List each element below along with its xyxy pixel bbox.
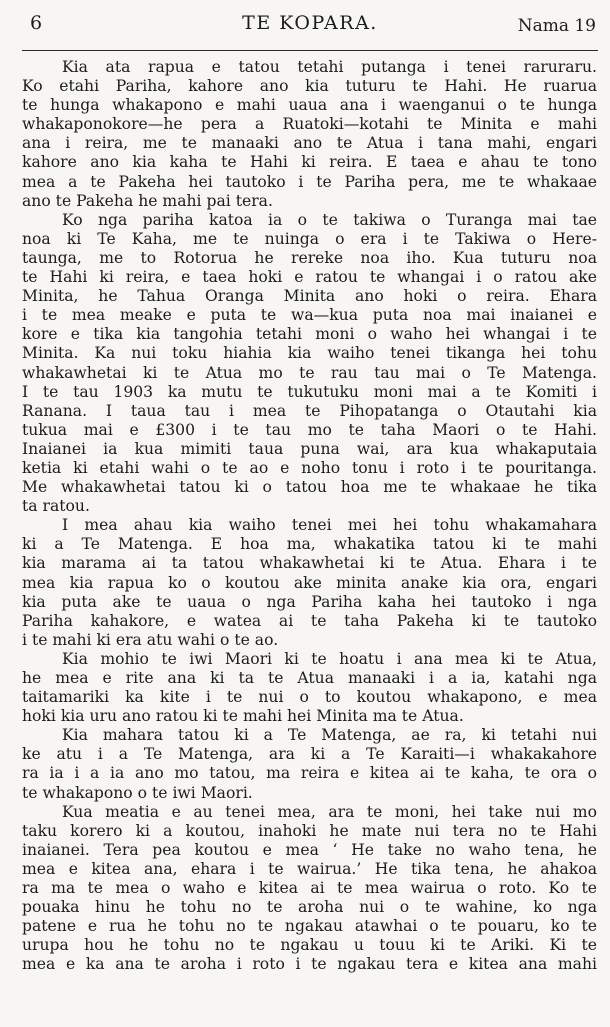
text-line: whakawhetai ki te Atua mo te rau tau mai o Te Matenga.: [22, 363, 597, 382]
text-line: kia puta ake te uaua o nga Pariha kaha hei tautoko i nga: [22, 592, 597, 611]
text-line: hoki kia uru ano ratou ki te mahi hei Minita ma te Atua.: [22, 707, 464, 726]
text-line: Ko nga pariha katoa ia o te takiwa o Turanga mai tae: [62, 210, 597, 229]
text-line: mea e kitea ana, ehara i te wairua.’ He tika tena, he ahakoa: [22, 859, 597, 878]
text-line: kore e tika kia tangohia tetahi moni o waho hei whangai i te: [22, 325, 597, 344]
text-line: ra ia i a ia ano mo tatou, ma reira e kitea ai te kaha, te ora o: [22, 764, 597, 783]
text-line: ano te Pakeha he mahi pai tera.: [22, 191, 273, 210]
text-line: I mea ahau kia waiho tenei mei hei tohu whakamahara: [62, 516, 597, 535]
text-line: ra ma te mea o waho e kitea ai te mea wairua o roto. Ko te: [22, 879, 597, 898]
text-line: te Hahi ki reira, e taea hoki e ratou te whangai i o ratou ake: [22, 268, 597, 287]
text-line: kahore ano kia kaha te Hahi ki reira. E taea e ahau te tono: [22, 153, 597, 172]
text-line: noa ki Te Kaha, me te nuinga o era i te Takiwa o Here-: [22, 229, 597, 248]
text-line: Kia mohio te iwi Maori ki te hoatu i ana mea ki te Atua,: [62, 649, 597, 668]
text-line: taku korero ki a koutou, inahoki he mate nui tera no te Hahi: [22, 821, 597, 840]
page-header: [24, 10, 596, 40]
header-rule: [22, 50, 598, 51]
text-line: Ranana. I taua tau i mea te Pihopatanga o Otautahi kia: [22, 401, 597, 420]
paragraph: [22, 650, 597, 726]
text-line: mea kia rapua ko o koutou ake minita anake kia ora, engari: [22, 573, 597, 592]
paragraph: [22, 58, 597, 211]
text-line: Inaianei ia kua mimiti taua puna wai, ara kua whakaputaia: [22, 439, 597, 458]
text-line: Kua meatia e au tenei mea, ara te moni, hei take nui mo: [62, 802, 597, 821]
text-line: he mea e rite ana ki ta te Atua manaaki i a ia, katahi nga: [22, 669, 597, 687]
text-line: te hunga whakapono e mahi uaua ana i waenganui o te hunga: [22, 96, 597, 115]
text-line: taunga, me to Rotorua he rereke noa iho. Kua tuturu noa: [22, 248, 597, 267]
text-line: ke atu i a Te Matenga, ara ki a Te Karaiti—i whakakahore: [22, 745, 597, 764]
text-line: urupa hou he tohu no te ngakau u touu ki te Ariki. Ki te: [22, 936, 597, 955]
text-line: tukua mai e £300 i te tau mo te taha Maori o te Hahi.: [22, 420, 597, 439]
text-line: i te mea meake e puta te wa—kua puta noa mai inaianei e: [22, 306, 597, 325]
paragraph: [22, 211, 597, 517]
text-line: mea e ka ana te aroha i roto i te ngakau tera e kitea ana mahi: [22, 955, 597, 974]
text-line: ketia ki etahi wahi o te ao e noho tonu i roto i te pouritanga.: [22, 458, 597, 477]
paragraph: [22, 726, 597, 802]
page-number: 6: [30, 12, 43, 34]
text-line: Kia mahara tatou ki a Te Matenga, ae ra, ki tetahi nui: [62, 726, 597, 745]
publication-title: TE KOPARA.: [242, 12, 378, 34]
text-line: Pariha kahakore, e watea ai te taha Pakeha ki te tautoko: [22, 611, 597, 630]
text-line: ta ratou.: [22, 497, 90, 516]
text-line: ki a Te Matenga. E hoa ma, whakatika tatou ki te mahi: [22, 535, 597, 554]
text-line: kia marama ai ta tatou whakawhetai ki te Atua. Ehara i te: [22, 554, 597, 573]
article-body: [22, 58, 597, 975]
text-line: mea a te Pakeha hei tautoko i te Pariha pera, me te whakaae: [22, 172, 597, 191]
text-line: patene e rua he tohu no te ngakau atawhai o te pouaru, ko te: [22, 917, 597, 936]
text-line: whakaponokore—he pera a Ruatoki—kotahi te Minita e mahi: [22, 115, 597, 134]
text-line: pouaka hinu he tohu no te aroha nui o te wahine, ko nga: [22, 898, 597, 917]
text-line: Me whakawhetai tatou ki o tatou hoa me te whakaae he tika: [22, 478, 597, 497]
text-line: taitamariki ka kite i te nui o to koutou whakapono, e mea: [22, 688, 597, 707]
text-line: Minita. Ka nui toku hiahia kia waiho tenei tikanga hei tohu: [22, 344, 597, 363]
text-line: i te mahi ki era atu wahi o te ao.: [22, 630, 279, 649]
text-line: Ko etahi Pariha, kahore ano kia tuturu te Hahi. He ruarua: [22, 77, 597, 96]
text-line: Minita, he Tahua Oranga Minita ano hoki o reira. Ehara: [22, 287, 597, 306]
text-line: ana i reira, me te manaaki ano te Atua i tana mahi, engari: [22, 134, 597, 153]
issue-number: Nama 19: [517, 16, 596, 36]
text-line: Kia ata rapua e tatou tetahi putanga i tenei raruraru.: [62, 58, 597, 76]
text-line: inaianei. Tera pea koutou e mea ‘ He take no waho tena, he: [22, 840, 597, 859]
paragraph: [22, 803, 597, 975]
paragraph: [22, 516, 597, 650]
text-line: te whakapono o te iwi Maori.: [22, 783, 253, 802]
text-line: I te tau 1903 ka mutu te tukutuku moni mai a te Komiti i: [22, 382, 597, 401]
